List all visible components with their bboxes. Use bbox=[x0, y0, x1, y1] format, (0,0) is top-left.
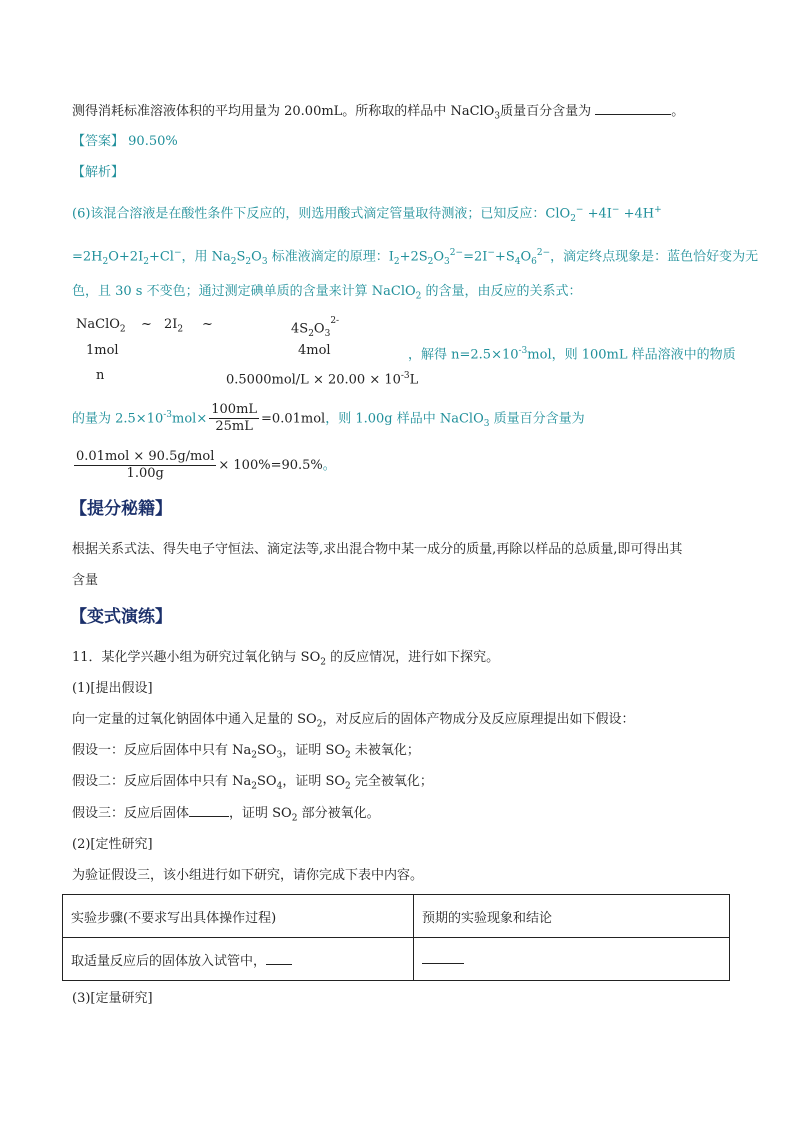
practice-heading: 【变式演练】 bbox=[70, 607, 172, 627]
relation-4mol: 4mol bbox=[298, 343, 331, 358]
relation-i2: $2I_2$ bbox=[164, 317, 184, 335]
relation-n: n bbox=[96, 368, 105, 383]
table-row bbox=[63, 938, 730, 981]
analysis-line-3: 色，且 30 s 不变色；通过测定碘单质的含量来计算 NaClO$_2$ 的含量，由反应的关系式： bbox=[72, 284, 582, 302]
answer-line: 【答案】 90.50% bbox=[72, 134, 178, 149]
calc-line-2: $\frac{\text{0.01mol × 90.5g/mol}}{1.00g}$ × 100%=90.5%。 bbox=[76, 449, 336, 481]
tips-line-2: 含量 bbox=[72, 573, 99, 588]
table-cell-result bbox=[414, 938, 730, 981]
table-header-row bbox=[63, 895, 730, 938]
step-blank bbox=[266, 952, 292, 965]
tips-heading: 【提分秘籍】 bbox=[70, 499, 172, 519]
calc-line-1: 的量为 $2.5\times 10^{-3}mol\times$ $\frac{100mL}{25mL}$ =0.01mol，则 1.00g 样品中 NaClO$_3$ 质量百分含量为 bbox=[72, 402, 585, 435]
result-blank bbox=[422, 951, 464, 964]
part-1-text: 向一定量的过氧化钠固体中通入足量的 $SO_2$，对反应后的固体产物成分及反应原理提出如下假设： bbox=[72, 712, 635, 730]
table-header-cell: 预期的实验现象和结论 bbox=[414, 895, 730, 938]
relation-row-1: NaClO$_2$ bbox=[76, 317, 126, 335]
experiment-table bbox=[62, 894, 730, 981]
relation-s2o3: $4S_2O_3^{2-}$ bbox=[291, 316, 340, 339]
table-cell-step: 取适量反应后的固体放入试管中， bbox=[63, 938, 414, 981]
tips-line-1: 根据关系式法、得失电子守恒法、滴定法等,求出混合物中某一成分的质量,再除以样品的总质量,即可得出其 bbox=[72, 542, 683, 557]
hypothesis-2: 假设二：反应后固体中只有 $Na_2SO_4$，证明 $SO_2$ 完全被氧化； bbox=[72, 774, 433, 792]
hypothesis-3-blank bbox=[189, 804, 229, 817]
part-2-label: (2)[定性研究] bbox=[72, 837, 153, 852]
hypothesis-1: 假设一：反应后固体中只有 $Na_2SO_3$，证明 $SO_2$ 未被氧化； bbox=[72, 743, 420, 761]
question-11: 11．某化学兴趣小组为研究过氧化钠与 $SO_2$ 的反应情况，进行如下探究。 bbox=[72, 650, 500, 668]
relation-tilde-2: ~ bbox=[202, 317, 213, 332]
relation-1mol: 1mol bbox=[86, 343, 119, 358]
analysis-line-1: (6)该混合溶液是在酸性条件下反应的，则选用酸式滴定管量取待测液；已知反应：ClO$_2$− +4I− +4H+ bbox=[72, 205, 662, 224]
question-line: 测得消耗标准溶液体积的平均用量为 20.00mL。所称取的样品中 NaClO$_3$质量百分含量为 。 bbox=[72, 104, 685, 122]
analysis-label: 【解析】 bbox=[72, 165, 125, 180]
relation-solve: ，解得 $n=2.5\times 10^{-3}mol$，则 100mL 样品溶液中的物质 bbox=[408, 346, 736, 363]
part-1-label: (1)[提出假设] bbox=[72, 681, 153, 696]
part-3-label: (3)[定量研究] bbox=[72, 991, 153, 1006]
table-header-cell: 实验步骤(不要求写出具体操作过程) bbox=[63, 895, 414, 938]
hypothesis-3: 假设三：反应后固体 ，证明 $SO_2$ 部分被氧化。 bbox=[72, 806, 380, 824]
relation-tilde-1: ~ bbox=[141, 317, 152, 332]
answer-blank bbox=[595, 102, 671, 115]
relation-conc: $0.5000mol/L \times 20.00 \times 10^{-3}L$ bbox=[226, 371, 419, 388]
part-2-text: 为验证假设三，该小组进行如下研究，请你完成下表中内容。 bbox=[72, 868, 424, 883]
analysis-line-2: $=2H_2O+2I_2+Cl^-$，用 $Na_2S_2O_3$ 标准液滴定的原理：$I_2+2S_2O_3^{2-}=2I^-+S_4O_6^{2-}$，滴定终点现象是：蓝色恰好变为无 bbox=[72, 248, 759, 267]
